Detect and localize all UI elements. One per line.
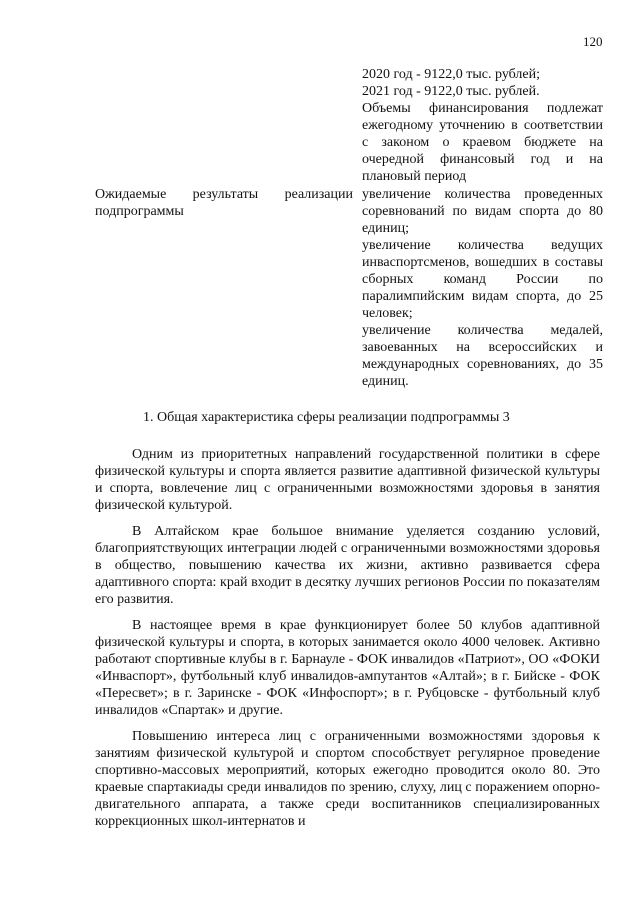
financing-note: Объемы финансирования подлежат ежегодному уточнению в соответствии с законом о краевом бюджете на очередной финансовый год и на плановый период xyxy=(362,101,603,184)
passport-table xyxy=(95,66,603,402)
results-row xyxy=(95,186,603,402)
paragraph: Повышению интереса лиц с ограниченными возможностями здоровья к занятиям физической культурой и спортом способствует регулярное проведение спортивно-массовых мероприятий, которых ежегодно проводится около 80. Это краевые спартакиады среди инвалидов по зрению, слуху, лиц с поражением опорно-двигательного аппарата, а также среди воспитанников специализированных коррекционных школ-интернатов и xyxy=(95,729,600,829)
financing-row xyxy=(95,66,603,186)
results-cell xyxy=(362,186,603,390)
result-item: увеличение количества ведущих инваспортсменов, вошедших в составы сборных команд России по паралимпийским видам спорта, до 25 человек; xyxy=(362,238,603,321)
page-number: 120 xyxy=(583,34,603,49)
financing-line: 2020 год - 9122,0 тыс. рублей; xyxy=(362,67,541,82)
section-heading: 1. Общая характеристика сферы реализации подпрограммы 3 xyxy=(143,410,510,425)
financing-cell xyxy=(362,66,603,185)
body-text xyxy=(95,446,600,830)
paragraph: Одним из приоритетных направлений государственной политики в сфере физической культуры и спорта является развитие адаптивной физической культуры и спорта, вовлечение лиц с ограниченными возможностями здоровья в занятия физической культурой. xyxy=(95,447,600,513)
paragraph: В настоящее время в крае функционирует более 50 клубов адаптивной физической культуры и спорта, в которых занимается около 4000 человек. Активно работают спортивные клубы в г. Барнауле - ФОК инвалидов «Патриот», ОО «ФОКИ «Инваспорт», футбольный клуб инвалидов-ампутантов «Алтай»; в г. Бийске - ФОК «Пересвет»; в г. Заринске - ФОК «Инфоспорт»; в г. Рубцовске - футбольный клуб инвалидов «Спартак» и другие. xyxy=(95,618,600,718)
results-label: Ожидаемые результаты реализации подпрограммы xyxy=(95,187,353,219)
financing-line: 2021 год - 9122,0 тыс. рублей. xyxy=(362,84,540,99)
paragraph: В Алтайском крае большое внимание уделяется созданию условий, благоприятствующих интеграции людей с ограниченными возможностями здоровья в общество, повышению качества их жизни, активно развивается сфера адаптивного спорта: край входит в десятку лучших регионов России по показателям его развития. xyxy=(95,524,600,607)
result-item: увеличение количества проведенных соревнований по видам спорта до 80 единиц; xyxy=(362,187,603,236)
result-item: увеличение количества медалей, завоеванных на всероссийских и международных соревнованиях, до 35 единиц. xyxy=(362,323,603,389)
